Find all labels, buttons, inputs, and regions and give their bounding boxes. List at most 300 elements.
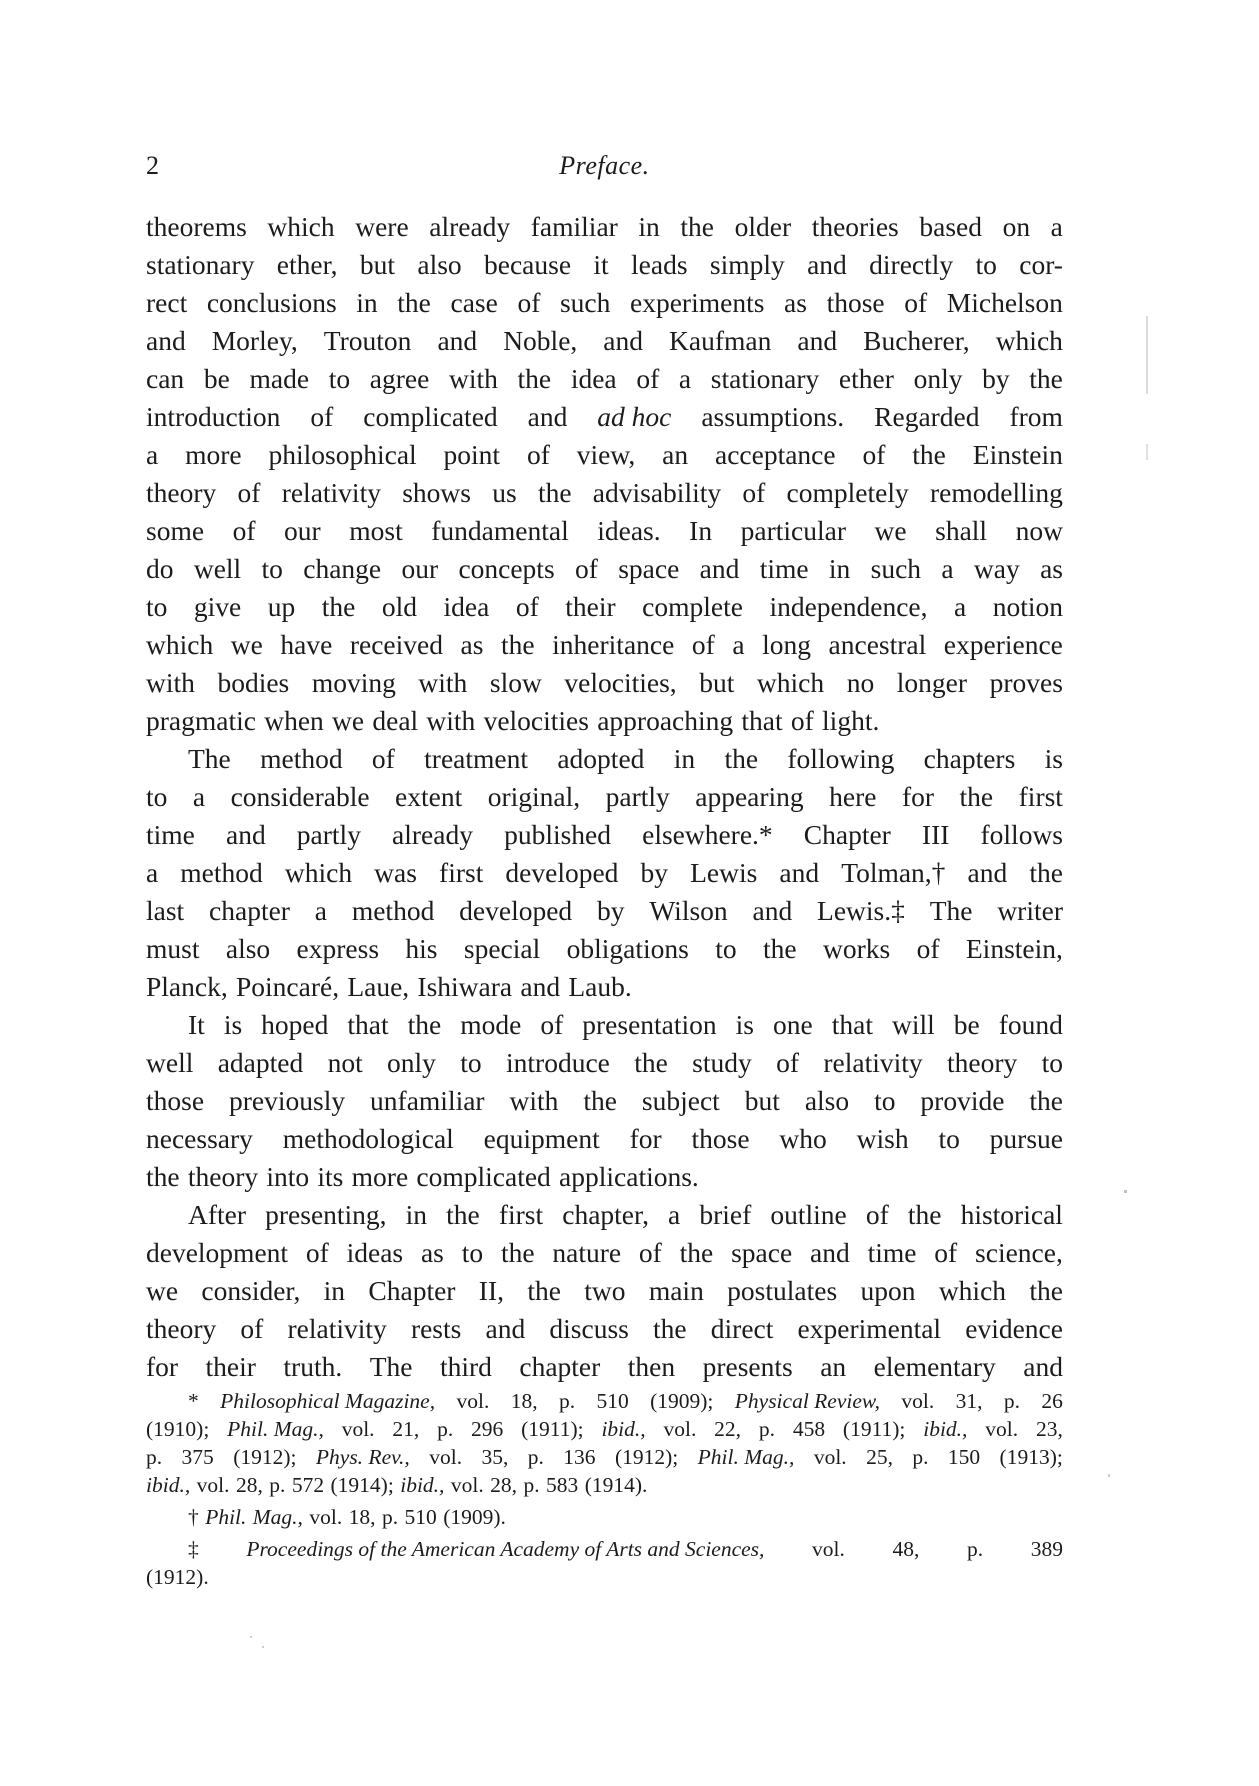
word: more	[185, 439, 242, 470]
word: one	[773, 1009, 813, 1040]
word: approaching	[597, 705, 734, 736]
word: of	[237, 477, 261, 508]
word: and	[779, 857, 820, 888]
word: (1914).	[584, 1473, 648, 1497]
word: the	[1029, 1085, 1063, 1116]
word: Ishiwara	[417, 971, 513, 1002]
word: theory	[947, 1047, 1018, 1078]
word: It	[188, 1009, 205, 1040]
word: a	[732, 629, 745, 660]
word: theory	[187, 1161, 259, 1192]
word: fundamental	[431, 515, 569, 546]
word: Proceedings of the American Academy of Arts and Sciences,	[246, 1537, 765, 1561]
text-line	[146, 398, 1063, 436]
word: by	[982, 363, 1010, 394]
word: which	[267, 211, 335, 242]
word: be	[203, 363, 230, 394]
word: presentation	[582, 1009, 717, 1040]
word: 458	[792, 1417, 826, 1441]
word: express	[296, 933, 380, 964]
word: as	[420, 1237, 444, 1268]
word: also	[417, 249, 462, 280]
word: of	[862, 439, 886, 470]
word: of	[310, 401, 334, 432]
word: mode	[460, 1009, 522, 1040]
word: velocities	[483, 705, 589, 736]
word: from	[1009, 401, 1063, 432]
word: based	[919, 211, 982, 242]
word: 28,	[490, 1473, 518, 1497]
word: first	[1018, 781, 1063, 812]
word: In	[689, 515, 713, 546]
word: 18,	[348, 1505, 376, 1529]
word: ibid.,	[923, 1417, 968, 1441]
word: vol.	[309, 1505, 343, 1529]
word: vol.	[813, 1445, 847, 1469]
word: theory	[146, 477, 217, 508]
word: 572	[291, 1473, 325, 1497]
word: ibid.,	[601, 1417, 646, 1441]
word: the	[1029, 1275, 1063, 1306]
word: partly	[296, 819, 361, 850]
text-line	[146, 892, 1063, 930]
word: ad hoc	[597, 401, 672, 432]
word: the	[537, 477, 572, 508]
word: with	[146, 667, 195, 698]
word: After	[188, 1199, 247, 1230]
word: acceptance	[715, 439, 836, 470]
word: which	[938, 1275, 1007, 1306]
word: necessary	[146, 1123, 253, 1154]
word: Laub.	[568, 971, 632, 1002]
text-line	[146, 1348, 1063, 1386]
word: bodies	[217, 667, 290, 698]
word: Physical Review,	[734, 1389, 881, 1413]
word: here	[829, 781, 877, 812]
page-number: 2	[146, 151, 159, 180]
word: philosophical	[268, 439, 417, 470]
word: to	[938, 1123, 960, 1154]
text-line	[146, 588, 1063, 626]
word: hoped	[261, 1009, 329, 1040]
word: older	[734, 211, 792, 242]
word: and	[807, 249, 847, 280]
word: study	[692, 1047, 752, 1078]
word: p.	[758, 1417, 775, 1441]
word: adapted	[217, 1047, 304, 1078]
word: equipment	[483, 1123, 600, 1154]
word: with	[418, 667, 468, 698]
word: idea	[443, 591, 490, 622]
word: our	[401, 553, 439, 584]
word: and	[437, 325, 478, 356]
word: particular	[740, 515, 846, 546]
word: (1912).	[146, 1565, 209, 1589]
word: rests	[410, 1313, 462, 1344]
word: the	[446, 1199, 480, 1230]
word: assumptions.	[701, 401, 845, 432]
word: to	[460, 1047, 482, 1078]
word: vol.	[663, 1417, 697, 1441]
scan-mark	[250, 1636, 252, 1638]
word: to	[1041, 1047, 1063, 1078]
word: developed	[459, 895, 573, 926]
word: original,	[487, 781, 581, 812]
word: Lewis.‡	[817, 895, 905, 926]
text-line	[146, 968, 1063, 1006]
word: Phil. Mag.,	[227, 1417, 324, 1441]
footnote-line	[146, 1415, 1063, 1443]
word: 296	[471, 1417, 504, 1441]
word: time	[759, 553, 809, 584]
word: it	[593, 249, 609, 280]
word: provide	[920, 1085, 1005, 1116]
word: view,	[576, 439, 636, 470]
text-line	[146, 1082, 1063, 1120]
word: of	[742, 477, 766, 508]
word: not	[327, 1047, 363, 1078]
word: chapter,	[562, 1199, 649, 1230]
word: experimental	[797, 1313, 942, 1344]
word: our	[284, 515, 321, 546]
word: which	[284, 857, 353, 888]
word: of	[540, 1009, 564, 1040]
word: 21,	[392, 1417, 420, 1441]
text-line	[146, 1234, 1063, 1272]
word: concepts	[458, 553, 555, 584]
text-line	[146, 550, 1063, 588]
word: idea	[570, 363, 617, 394]
word: into	[266, 1161, 310, 1192]
word: presenting,	[265, 1199, 387, 1230]
word: of	[776, 1047, 800, 1078]
word: p.	[269, 1473, 286, 1497]
word: space	[731, 1237, 793, 1268]
text-line	[146, 1196, 1063, 1234]
word: presents	[702, 1351, 793, 1382]
word: theorems	[146, 211, 247, 242]
text-line	[146, 778, 1063, 816]
word: which	[146, 629, 214, 660]
word: p.	[912, 1445, 929, 1469]
word: Chapter	[368, 1275, 456, 1306]
word: p.	[1003, 1389, 1021, 1413]
word: elementary	[873, 1351, 996, 1382]
word: works	[822, 933, 891, 964]
word: and	[699, 553, 740, 584]
word: of	[916, 933, 940, 964]
word: completely	[786, 477, 909, 508]
word: which	[995, 325, 1063, 356]
word: (1914);	[330, 1473, 394, 1497]
text-line	[146, 1006, 1063, 1044]
word: already	[392, 819, 473, 850]
word: p.	[381, 1505, 399, 1529]
word: 18,	[510, 1389, 538, 1413]
word: cor-	[1019, 249, 1063, 280]
word: an	[820, 1351, 847, 1382]
word: pragmatic	[146, 705, 256, 736]
word: the	[500, 1237, 535, 1268]
text-line	[146, 1044, 1063, 1082]
word: to	[715, 933, 737, 964]
word: to	[328, 363, 351, 394]
word: ‡	[188, 1537, 199, 1561]
word: to	[261, 553, 283, 584]
word: well	[193, 553, 242, 584]
word: and	[520, 971, 561, 1002]
text-line	[146, 512, 1063, 550]
word: no	[846, 667, 875, 698]
word: 389	[1030, 1537, 1063, 1561]
word: to	[146, 591, 168, 622]
word: longer	[896, 667, 968, 698]
word: for	[901, 781, 935, 812]
word: (1912);	[614, 1445, 679, 1469]
word: of	[790, 705, 814, 736]
word: previously	[229, 1085, 346, 1116]
word: evidence	[965, 1313, 1063, 1344]
word: the	[680, 211, 714, 242]
word: shall	[935, 515, 988, 546]
text-line	[146, 664, 1063, 702]
word: brief	[699, 1199, 752, 1230]
word: most	[349, 515, 403, 546]
word: the	[527, 1275, 561, 1306]
word: only	[387, 1047, 436, 1078]
word: Laue,	[347, 971, 410, 1002]
word: who	[779, 1123, 827, 1154]
word: the	[583, 1085, 617, 1116]
word: is	[735, 1009, 755, 1040]
word: with	[426, 705, 476, 736]
word: p.	[146, 1445, 163, 1469]
word: 150	[947, 1445, 981, 1469]
word: 136	[563, 1445, 596, 1469]
text-line	[146, 930, 1063, 968]
word: to	[146, 781, 168, 812]
word: and	[225, 819, 266, 850]
word: a	[314, 895, 327, 926]
word: is	[223, 1009, 243, 1040]
word: third	[439, 1351, 492, 1382]
text-line	[146, 626, 1063, 664]
word: were	[355, 211, 409, 242]
word: and	[967, 857, 1008, 888]
word: shows	[402, 477, 471, 508]
word: the	[653, 1313, 687, 1344]
word: a	[668, 1199, 681, 1230]
page-title: Preface.	[559, 151, 650, 180]
word: Phil. Mag.,	[697, 1445, 795, 1469]
word: stationary	[146, 249, 255, 280]
word: chapter	[209, 895, 290, 926]
word: of	[865, 1199, 889, 1230]
text-line	[146, 1310, 1063, 1348]
word: give	[193, 591, 242, 622]
word: and	[797, 325, 838, 356]
word: The	[188, 743, 231, 774]
footnote-line	[146, 1471, 1063, 1499]
word: the	[146, 1161, 180, 1192]
text-line	[146, 246, 1063, 284]
word: space	[618, 553, 680, 584]
word: adopted	[557, 743, 645, 774]
word: light.	[822, 705, 880, 736]
word: the	[634, 1047, 668, 1078]
word: velocities,	[564, 667, 677, 698]
word: unfamiliar	[370, 1085, 485, 1116]
word: and	[810, 1237, 850, 1268]
footnotes	[146, 1387, 1063, 1591]
word: of	[636, 363, 660, 394]
word: on	[1002, 211, 1031, 242]
word: vol.	[429, 1445, 463, 1469]
word: and	[752, 895, 793, 926]
word: time	[867, 1237, 917, 1268]
word: Einstein	[972, 439, 1063, 470]
word: can	[146, 363, 185, 394]
body-text	[146, 208, 1063, 1386]
word: up	[267, 591, 296, 622]
word: the	[407, 1009, 442, 1040]
word: special	[463, 933, 541, 964]
word: then	[627, 1351, 676, 1382]
word: that	[347, 1009, 389, 1040]
word: upon	[860, 1275, 916, 1306]
word: and	[527, 401, 568, 432]
text-line	[146, 1158, 1063, 1196]
word: complicated	[416, 1161, 551, 1192]
word: (1909);	[650, 1389, 714, 1413]
word: as	[1040, 553, 1063, 584]
word: only	[913, 363, 963, 394]
word: point	[443, 439, 501, 470]
word: such	[559, 287, 611, 318]
word: which	[756, 667, 825, 698]
word: with	[448, 363, 498, 394]
word: writer	[997, 895, 1063, 926]
word: now	[1015, 515, 1063, 546]
word: (1911);	[842, 1417, 906, 1441]
word: 48,	[892, 1537, 920, 1561]
word: (1909).	[443, 1505, 506, 1529]
word: and	[603, 325, 644, 356]
word: ether	[838, 363, 894, 394]
word: 583	[546, 1473, 579, 1497]
word: 375	[181, 1445, 214, 1469]
word: a	[192, 781, 206, 812]
word: The	[929, 895, 973, 926]
word: moving	[311, 667, 396, 698]
word: of	[240, 1313, 264, 1344]
word: treatment	[424, 743, 529, 774]
word: methodological	[282, 1123, 454, 1154]
word: complete	[642, 591, 743, 622]
scan-mark	[1124, 1190, 1127, 1193]
word: applications.	[559, 1161, 699, 1192]
scan-mark	[1146, 444, 1148, 460]
word: those	[146, 1085, 205, 1116]
word: 510	[596, 1389, 629, 1413]
word: conclusions	[206, 287, 337, 318]
word: pursue	[989, 1123, 1063, 1154]
word: outline	[770, 1199, 847, 1230]
word: long	[762, 629, 811, 660]
word: ether,	[276, 249, 338, 280]
word: more	[351, 1161, 409, 1192]
word: in	[828, 553, 851, 584]
word: extent	[395, 781, 463, 812]
word: agree	[369, 363, 430, 394]
scan-mark	[1146, 316, 1148, 394]
word: method	[180, 857, 263, 888]
word: Michelson	[946, 287, 1063, 318]
scan-mark	[262, 1646, 264, 1648]
word: relativity	[287, 1313, 387, 1344]
text-line	[146, 474, 1063, 512]
word: old	[381, 591, 417, 622]
word: directly	[869, 249, 954, 280]
word: for	[629, 1123, 662, 1154]
word: introduction	[146, 401, 281, 432]
word: (1911);	[521, 1417, 584, 1441]
word: elsewhere.*	[642, 819, 773, 850]
word: already	[429, 211, 511, 242]
word: we	[874, 515, 907, 546]
word: Einstein,	[965, 933, 1063, 964]
word: 26	[1041, 1389, 1063, 1413]
word: to	[461, 1237, 484, 1268]
word: Tolman,†	[841, 857, 946, 888]
text-line	[146, 360, 1063, 398]
word: main	[648, 1275, 704, 1306]
word: the	[321, 591, 356, 622]
word: in	[638, 211, 660, 242]
word: first	[439, 857, 484, 888]
word: vol.	[450, 1473, 484, 1497]
word: wish	[856, 1123, 909, 1154]
word: development	[146, 1237, 289, 1268]
word: the	[517, 363, 552, 394]
word: ideas	[346, 1237, 404, 1268]
word: for	[146, 1351, 179, 1382]
word: have	[280, 629, 333, 660]
word: some	[146, 515, 205, 546]
word: 35,	[481, 1445, 509, 1469]
word: the	[397, 287, 431, 318]
word: Bucherer,	[863, 325, 970, 356]
word: deal	[372, 705, 419, 736]
word: Philosophical Magazine,	[220, 1389, 436, 1413]
word: time	[146, 819, 195, 850]
word: Morley,	[211, 325, 298, 356]
word: Regarded	[874, 401, 980, 432]
word: we	[332, 705, 365, 736]
text-line	[146, 284, 1063, 322]
word: p.	[523, 1473, 540, 1497]
word: experiments	[630, 287, 765, 318]
text-line	[146, 816, 1063, 854]
word: vol.	[985, 1417, 1019, 1441]
word: vol.	[901, 1389, 935, 1413]
word: made	[249, 363, 310, 394]
word: chapters	[923, 743, 1016, 774]
word: in	[323, 1275, 346, 1306]
text-line	[146, 702, 1063, 740]
word: a	[146, 439, 159, 470]
word: 25,	[866, 1445, 893, 1469]
